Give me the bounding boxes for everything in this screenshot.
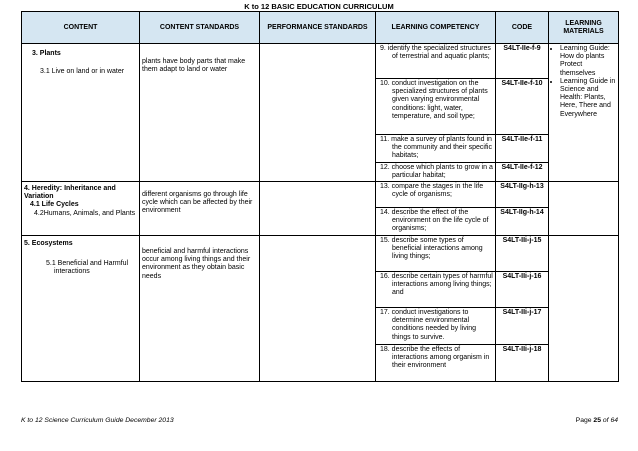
page-number [576,417,618,424]
performance-standard-cell [260,236,376,382]
competency-cell: 9. identify the specialized structures of terrestrial and aquatic plants; [376,44,496,79]
page-label: Page [575,417,592,424]
table-row [22,236,619,272]
content-standard-cell: beneficial and harmful interactions occur among living things and their environment as they obtain basic needs [140,236,260,382]
content-cell [22,44,140,182]
competency-cell: 15. describe some types of beneficial interactions among living things; [376,236,496,272]
code-cell: S4LT-IIi-j-18 [496,345,549,382]
competency-cell: 18. describe the effects of interactions among organism in their environment [376,345,496,382]
code-cell: S4LT-IIe-f-9 [496,44,549,79]
topic-title: 5. Ecosystems [24,240,73,248]
content-standard-cell: different organisms go through life cycle which can be affected by their environment [140,182,260,236]
code-cell: S4LT-IIi-j-17 [496,308,549,345]
topic-subtitle: 4.1 Life Cycles [30,201,79,209]
competency-cell: 11. make a survey of plants found in the community and their specific habitats; [376,135,496,163]
topic-subtitle: 5.1 Beneficial and Harmful interactions [46,260,129,276]
footer-guide-title: K to 12 Science Curriculum Guide December 2013 [21,417,174,424]
code-cell: S4LT-IIe-f-12 [496,162,549,181]
code-cell: S4LT-IIi-j-16 [496,272,549,308]
topic-subtitle: 3.1 Live on land or in water [40,68,125,76]
content-cell [22,236,140,382]
content-cell [22,182,140,236]
header-learning-materials: LEARNING MATERIALS [549,12,619,44]
topic-subtitle: 4.2Humans, Animals, and Plants [34,209,136,217]
page-current: 25 [593,417,601,424]
header-content: CONTENT [22,12,140,44]
topic-title: 4. Heredity: Inheritance and Variation [24,185,116,201]
code-cell: S4LT-IIi-j-15 [496,236,549,272]
performance-standard-cell [260,182,376,236]
code-cell: S4LT-IIg-h-14 [496,208,549,236]
materials-cell [549,236,619,382]
header-code: CODE [496,12,549,44]
material-item: • Learning Guide: How do plants Protect themselves [560,45,616,78]
header-content-standards: CONTENT STANDARDS [140,12,260,44]
competency-cell: 17. conduct investigations to determine environmental conditions needed by living things to survive. [376,308,496,345]
document-title: K to 12 BASIC EDUCATION CURRICULUM [244,2,394,11]
topic-title: 3. Plants [32,50,61,57]
code-cell: S4LT-IIg-h-13 [496,182,549,208]
header-performance-standards: PERFORMANCE STANDARDS [260,12,376,44]
material-item: • Learning Guide in Science and Health: Plants, Here, There and Everywhere [560,78,616,119]
code-cell: S4LT-IIe-f-10 [496,79,549,135]
header-row [22,12,619,44]
competency-cell: 12. choose which plants to grow in a particular habitat; [376,162,496,181]
performance-standard-cell [260,44,376,182]
page-of-label: of [602,417,609,424]
materials-cell [549,44,619,182]
competency-cell: 13. compare the stages in the life cycle of organisms; [376,182,496,208]
header-learning-competency: LEARNING COMPETENCY [376,12,496,44]
table-row [22,44,619,79]
competency-cell: 10. conduct investigation on the specialized structures of plants given varying environmental conditions: light, water, temperature, and soil type; [376,79,496,135]
competency-cell: 16. describe certain types of harmful interactions among living things; and [376,272,496,308]
content-standard-cell: plants have body parts that make them adapt to land or water [140,44,260,182]
materials-cell [549,182,619,236]
code-cell: S4LT-IIe-f-11 [496,135,549,163]
table-row [22,182,619,208]
competency-cell: 14. describe the effect of the environment on the life cycle of organisms; [376,208,496,236]
page-total: 64 [610,417,618,424]
curriculum-table [21,11,619,382]
